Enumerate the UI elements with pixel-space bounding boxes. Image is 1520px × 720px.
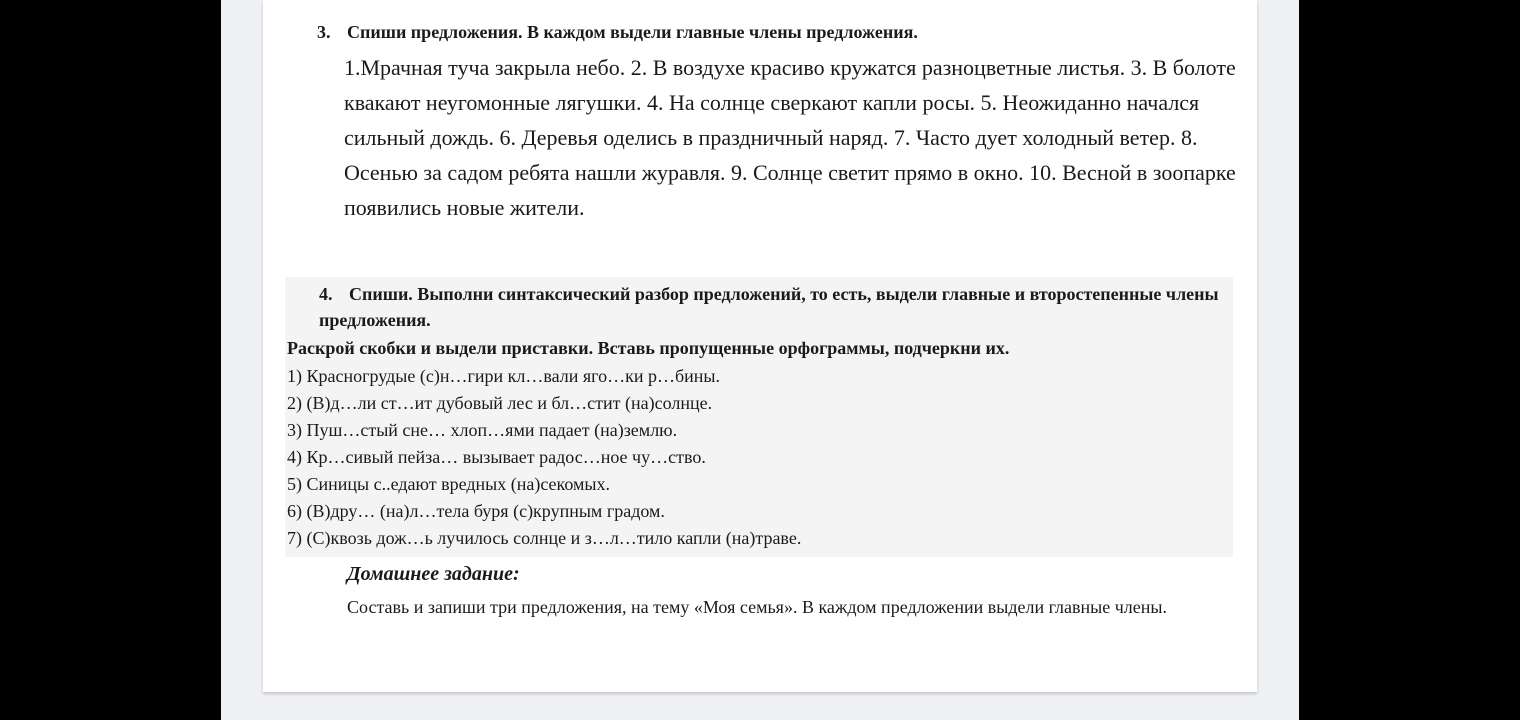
list-item: 5) Синицы с..едают вредных (на)секомых. xyxy=(287,474,611,494)
exercise-3 xyxy=(317,18,1247,225)
homework-text: Составь и запиши три предложения, на тему «Моя семья». В каждом предложении выдели главные члены. xyxy=(347,597,1167,617)
list-item: 7) (С)квозь дож…ь лучилось солнце и з…л…тило капли (на)траве. xyxy=(287,528,802,548)
exercise-4-title-text: Спиши. Выполни синтаксический разбор предложений, то есть, выдели главные и второстепенные члены предложения. xyxy=(319,284,1219,330)
document-page xyxy=(263,0,1257,692)
exercise-4-list xyxy=(287,363,801,552)
exercise-3-title-text: Спиши предложения. В каждом выдели главные члены предложения. xyxy=(347,22,918,42)
list-item: 2) (В)д…ли ст…ит дубовый лес и бл…стит (на)солнце. xyxy=(287,393,713,413)
list-item: 1) Красногрудые (с)н…гири кл…вали яго…ки р…бины. xyxy=(287,366,720,386)
exercise-3-title xyxy=(317,18,1247,46)
homework-title: Домашнее задание: xyxy=(347,563,520,585)
list-item: 3) Пуш…стый сне… хлоп…ями падает (на)землю. xyxy=(287,420,678,440)
exercise-4-number: 4. xyxy=(319,284,333,304)
exercise-3-number: 3. xyxy=(317,22,331,42)
exercise-4-title xyxy=(319,281,1229,333)
exercise-4 xyxy=(285,277,1233,557)
exercise-4-subtitle: Раскрой скобки и выдели приставки. Вставь пропущенные орфограммы, подчеркни их. xyxy=(287,338,1010,358)
list-item: 6) (В)дру… (на)л…тела буря (с)крупным градом. xyxy=(287,501,665,521)
document-viewer xyxy=(221,0,1299,720)
exercise-3-text: 1.Мрачная туча закрыла небо. 2. В воздухе красиво кружатся разноцветные листья. 3. В болоте квакают неугомонные лягушки. 4. На солнце сверкают капли росы. 5. Неожиданно начался сильный дождь. 6. Деревья оделись в праздничный наряд. 7. Часто дует холодный ветер. 8. Осенью за садом ребята нашли журавля. 9. Солнце светит прямо в окно. 10. Весной в зоопарке появились новые жители. xyxy=(344,55,1236,220)
list-item: 4) Кр…сивый пейза… вызывает радос…ное чу…ство. xyxy=(287,447,706,467)
homework xyxy=(347,560,1247,623)
